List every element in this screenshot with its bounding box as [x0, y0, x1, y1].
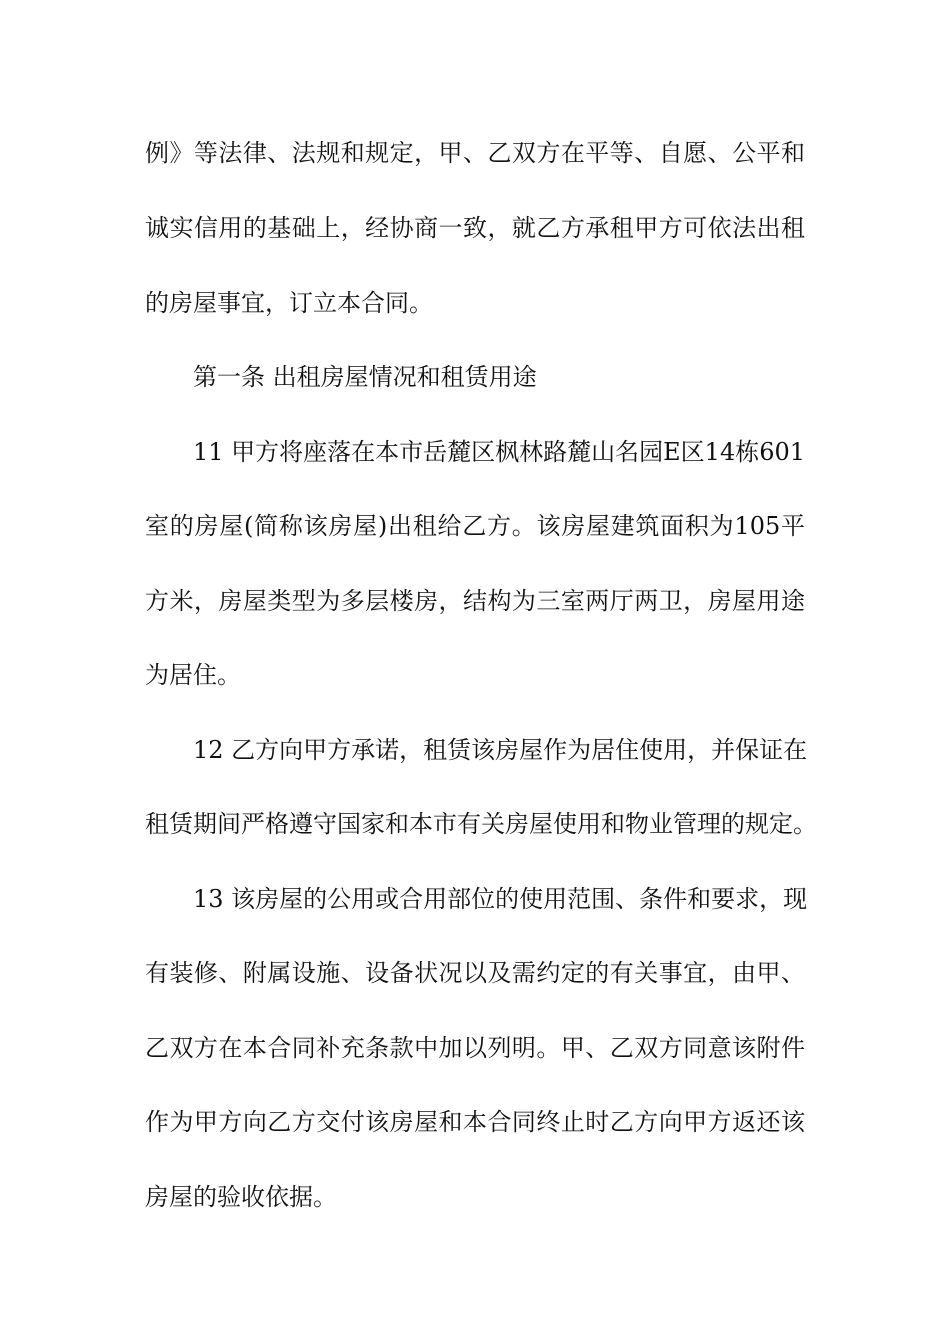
body-text-line: 租赁期间严格遵守国家和本市有关房屋使用和物业管理的规定。 — [145, 810, 817, 838]
body-text-line: 为居住。 — [145, 661, 241, 689]
body-text-line: 方米，房屋类型为多层楼房，结构为三室两厅两卫，房屋用途 — [145, 587, 805, 615]
body-text-line: 作为甲方向乙方交付该房屋和本合同终止时乙方向甲方返还该 — [145, 1108, 805, 1136]
body-text-line: 诚实信用的基础上，经协商一致，就乙方承租甲方可依法出租 — [145, 214, 805, 242]
body-text-line: 房屋的验收依据。 — [145, 1183, 337, 1211]
body-text-line: 11 甲方将座落在本市岳麓区枫林路麓山名园E区14栋601 — [193, 438, 806, 466]
body-text-line: 乙双方在本合同补充条款中加以列明。甲、乙双方同意该附件 — [145, 1034, 805, 1062]
section-heading: 第一条 出租房屋情况和租赁用途 — [193, 363, 537, 391]
body-text-line: 例》等法律、法规和规定，甲、乙双方在平等、自愿、公平和 — [145, 139, 805, 167]
body-text-line: 13 该房屋的公用或合用部位的使用范围、条件和要求，现 — [193, 885, 808, 913]
body-text-line: 室的房屋(简称该房屋)出租给乙方。该房屋建筑面积为105平 — [145, 512, 805, 540]
body-text-line: 的房屋事宜，订立本合同。 — [145, 289, 433, 317]
body-text-line: 12 乙方向甲方承诺，租赁该房屋作为居住使用，并保证在 — [193, 736, 808, 764]
body-text-line: 有装修、附属设施、设备状况以及需约定的有关事宜，由甲、 — [145, 959, 805, 987]
